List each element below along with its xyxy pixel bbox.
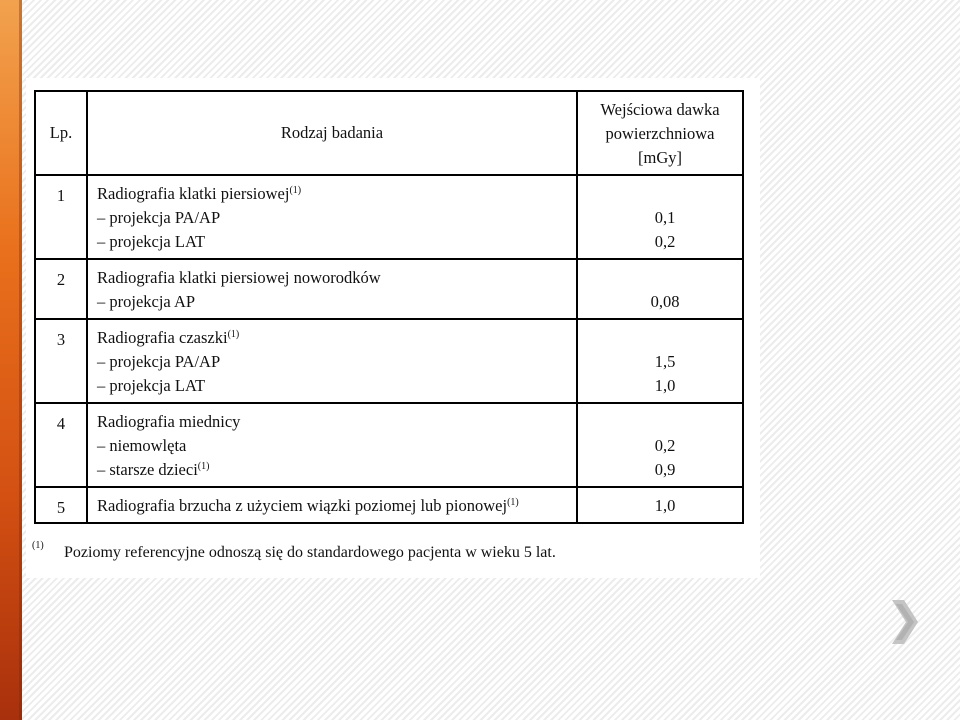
row-number: 2 (35, 259, 87, 319)
table-image (26, 78, 760, 578)
dose-cell (577, 175, 743, 259)
exam-projection (97, 434, 568, 458)
exam-projection (97, 230, 568, 254)
header-dose-line: [mGy] (638, 148, 682, 167)
table-row (35, 259, 743, 319)
dose-reference-table (34, 90, 744, 524)
exam-projection (97, 290, 568, 314)
next-slide-button[interactable] (884, 596, 924, 648)
exam-title (97, 494, 568, 518)
exam-text: – projekcja PA/AP (97, 352, 221, 371)
exam-title (97, 182, 568, 206)
footnote-text: Poziomy referencyjne odnoszą się do standardowego pacjenta w wieku 5 lat. (64, 544, 556, 561)
chevron-right-icon (884, 596, 924, 648)
dose-value: 1,0 (654, 496, 676, 515)
footnote-ref: (1) (289, 185, 302, 196)
table-row (35, 403, 743, 487)
footnote-mark: (1) (32, 540, 44, 551)
table-row (35, 319, 743, 403)
dose-value: 0,2 (654, 436, 676, 455)
dose-value: 1,0 (654, 376, 676, 395)
header-dose-line: powierzchniowa (605, 124, 715, 143)
exam-text: – projekcja AP (97, 292, 196, 311)
exam-text: – niemowlęta (97, 436, 187, 455)
dose-cell (577, 403, 743, 487)
exam-cell (87, 403, 577, 487)
row-number: 1 (35, 175, 87, 259)
exam-projection (97, 206, 568, 230)
dose-value: 0,1 (654, 208, 676, 227)
footnote-ref: (1) (197, 461, 210, 472)
exam-projection (97, 350, 568, 374)
exam-cell (87, 487, 577, 523)
exam-title (97, 326, 568, 350)
dose-value: 1,5 (654, 352, 676, 371)
exam-text: – projekcja LAT (97, 376, 206, 395)
exam-text: Radiografia czaszki (97, 328, 228, 347)
row-number: 4 (35, 403, 87, 487)
exam-text: Radiografia brzucha z użyciem wiązki poziomej lub pionowej (97, 496, 508, 515)
dose-value (588, 326, 742, 350)
exam-text: Radiografia klatki piersiowej (97, 184, 290, 203)
dose-cell (577, 259, 743, 319)
footnote-ref: (1) (507, 497, 519, 508)
exam-text: Radiografia klatki piersiowej noworodków (97, 268, 381, 287)
dose-cell (577, 319, 743, 403)
exam-title (97, 410, 568, 434)
dose-value (588, 266, 742, 290)
exam-text: – projekcja LAT (97, 232, 206, 251)
dose-value (588, 410, 742, 434)
dose-value (588, 182, 742, 206)
dose-value: 0,08 (650, 292, 680, 311)
header-exam-type: Rodzaj badania (87, 91, 577, 175)
header-dose-line: Wejściowa dawka (600, 100, 720, 119)
dose-value: 0,9 (654, 460, 676, 479)
table-row (35, 487, 743, 523)
exam-text: – starsze dzieci (97, 460, 198, 479)
exam-title (97, 266, 568, 290)
exam-cell (87, 259, 577, 319)
footnote-ref: (1) (227, 329, 240, 340)
exam-cell (87, 319, 577, 403)
exam-projection (97, 374, 568, 398)
header-dose (577, 91, 743, 175)
exam-text: – projekcja PA/AP (97, 208, 221, 227)
row-number: 3 (35, 319, 87, 403)
dose-value: 0,2 (654, 232, 676, 251)
header-lp: Lp. (35, 91, 87, 175)
exam-text: Radiografia miednicy (97, 412, 241, 431)
row-number: 5 (35, 487, 87, 523)
accent-side-bar (0, 0, 22, 720)
exam-cell (87, 175, 577, 259)
exam-projection (97, 458, 568, 482)
dose-cell (577, 487, 743, 523)
table-header-row (35, 91, 743, 175)
table-row (35, 175, 743, 259)
